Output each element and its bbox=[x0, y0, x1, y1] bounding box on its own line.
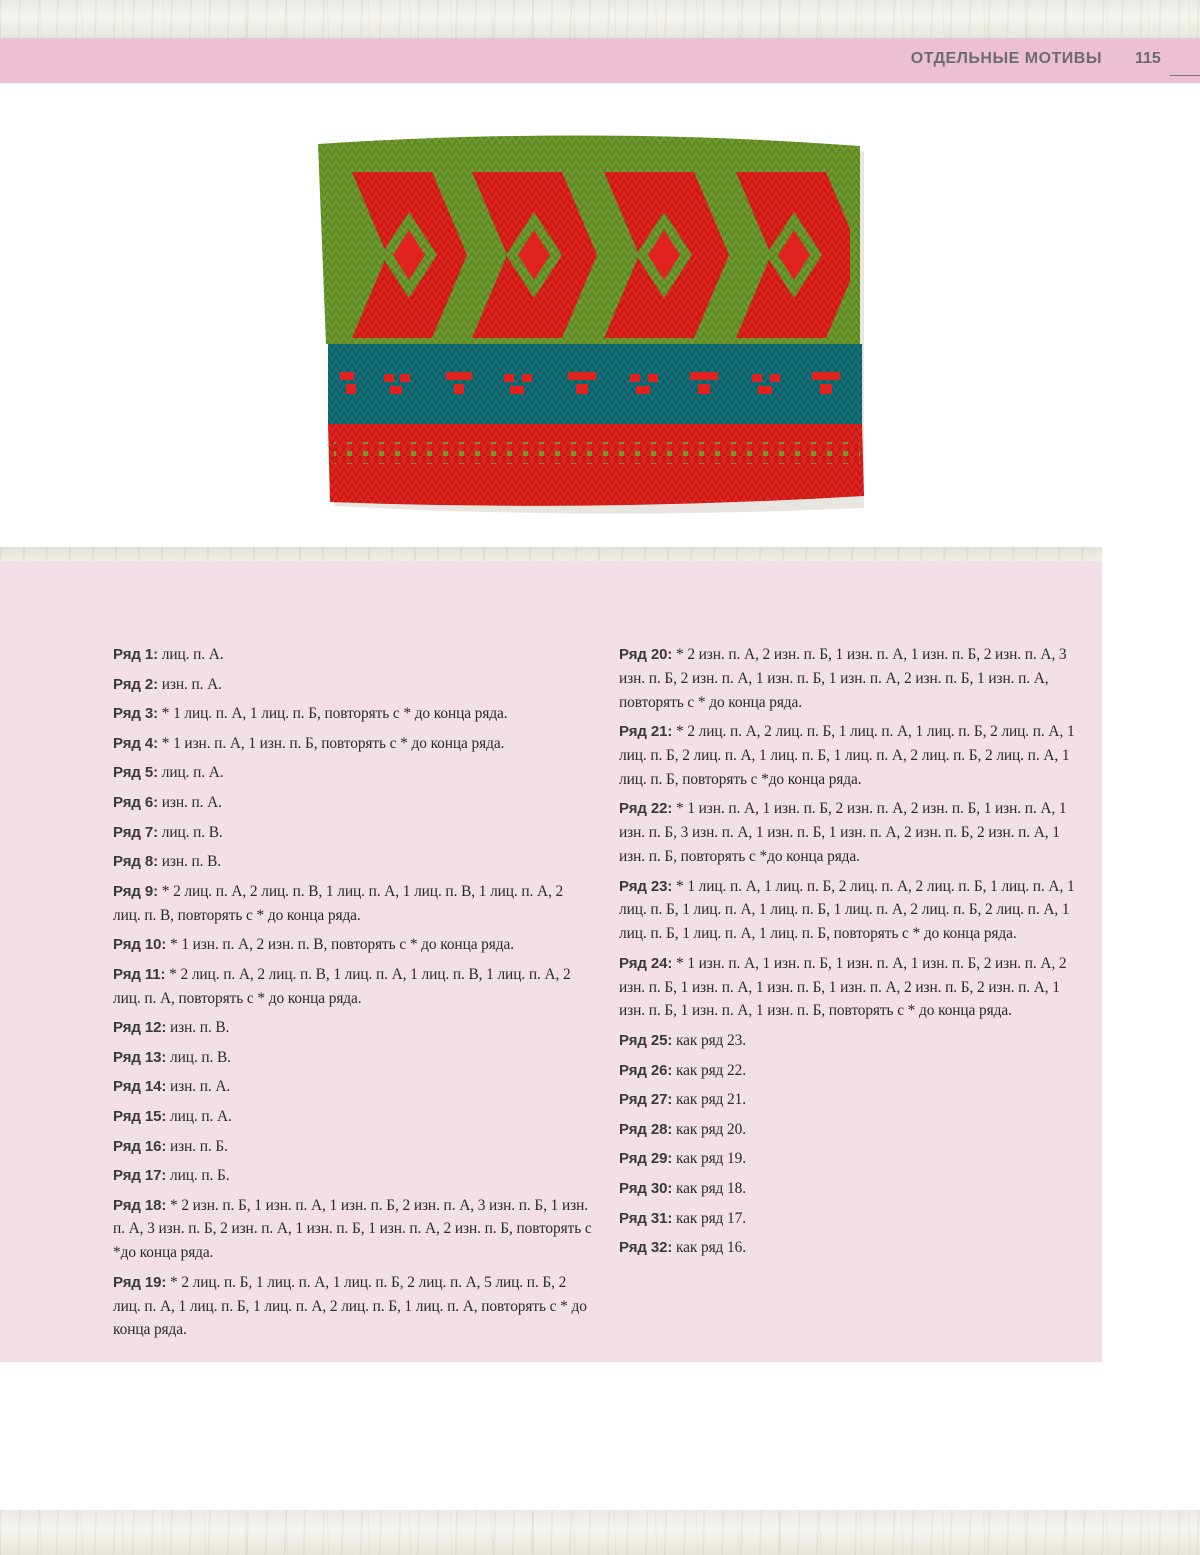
instruction-row: Ряд 31: как ряд 17. bbox=[619, 1209, 746, 1227]
instruction-row: Ряд 12: изн. п. В. bbox=[113, 1019, 230, 1037]
instruction-row: Ряд 16: изн. п. Б. bbox=[113, 1137, 228, 1155]
instruction-row: Ряд 25: как ряд 23. bbox=[619, 1031, 746, 1049]
page-number-rule bbox=[1170, 75, 1200, 76]
instruction-row: Ряд 6: изн. п. А. bbox=[113, 793, 222, 811]
instruction-row: Ряд 26: как ряд 22. bbox=[619, 1061, 746, 1079]
instruction-row: Ряд 20: * 2 изн. п. А, 2 изн. п. Б, 1 изн. п. А, 1 изн. п. Б, 2 изн. п. А, 3 изн. п. Б, 2 изн. п. А, 1 изн. п. Б, 1 изн. п. А, 2 изн. п. Б, 1 изн. п. А, повторять с * до конца ряда. bbox=[619, 646, 1067, 711]
instruction-row: Ряд 19: * 2 лиц. п. Б, 1 лиц. п. А, 1 лиц. п. Б, 2 лиц. п. А, 5 лиц. п. Б, 2 лиц. п. А, 1 лиц. п. Б, 1 лиц. п. А, 2 лиц. п. Б, 1 лиц. п. А, повторять с * до конца ряда. bbox=[113, 1273, 587, 1339]
instruction-row: Ряд 11: * 2 лиц. п. А, 2 лиц. п. В, 1 лиц. п. А, 1 лиц. п. В, 1 лиц. п. А, 2 лиц. п. А, повторять с * до конца ряда. bbox=[113, 965, 571, 1007]
instruction-row: Ряд 32: как ряд 16. bbox=[619, 1239, 746, 1257]
instruction-row: Ряд 1: лиц. п. А. bbox=[113, 646, 224, 663]
page-number: 115 bbox=[1135, 50, 1161, 67]
instruction-row: Ряд 15: лиц. п. А. bbox=[113, 1107, 232, 1125]
instruction-row: Ряд 17: лиц. п. Б. bbox=[113, 1167, 230, 1185]
instruction-row: Ряд 21: * 2 лиц. п. А, 2 лиц. п. Б, 1 лиц. п. А, 1 лиц. п. Б, 2 лиц. п. А, 1 лиц. п. Б, 2 лиц. п. А, 1 лиц. п. Б, 1 лиц. п. А, 2 лиц. п. Б, 2 лиц. п. А, 1 лиц. п. Б, повторять с *до конца ряда. bbox=[619, 723, 1075, 788]
instruction-row: Ряд 28: как ряд 20. bbox=[619, 1120, 746, 1138]
section-title: ОТДЕЛЬНЫЕ МОТИВЫ bbox=[910, 50, 1102, 67]
instruction-row: Ряд 7: лиц. п. В. bbox=[113, 823, 223, 841]
instruction-row: Ряд 3: * 1 лиц. п. А, 1 лиц. п. Б, повторять с * до конца ряда. bbox=[113, 705, 508, 723]
instruction-row: Ряд 30: как ряд 18. bbox=[619, 1179, 746, 1197]
instruction-row: Ряд 27: как ряд 21. bbox=[619, 1091, 746, 1109]
instruction-row: Ряд 22: * 1 изн. п. А, 1 изн. п. Б, 2 изн. п. А, 2 изн. п. Б, 1 изн. п. А, 1 изн. п. Б, 3 изн. п. А, 1 изн. п. Б, 1 изн. п. А, 2 изн. п. Б, 2 изн. п. А, 1 изн. п. Б, повторять с *до конца ряда. bbox=[619, 800, 1067, 865]
instruction-row: Ряд 13: лиц. п. В. bbox=[113, 1048, 231, 1066]
instruction-row: Ряд 8: изн. п. В. bbox=[113, 853, 222, 871]
wood-texture-top bbox=[0, 0, 1200, 38]
instructions-left-column bbox=[113, 643, 593, 1348]
instruction-row: Ряд 29: как ряд 19. bbox=[619, 1150, 746, 1168]
wood-texture-bottom bbox=[0, 1510, 1200, 1555]
instruction-row: Ряд 9: * 2 лиц. п. А, 2 лиц. п. В, 1 лиц. п. А, 1 лиц. п. В, 1 лиц. п. А, 2 лиц. п. В, повторять с * до конца ряда. bbox=[113, 882, 564, 924]
knitted-swatch-photo bbox=[312, 124, 872, 520]
instruction-row: Ряд 4: * 1 изн. п. А, 1 изн. п. Б, повторять с * до конца ряда. bbox=[113, 734, 505, 752]
instruction-row: Ряд 10: * 1 изн. п. А, 2 изн. п. В, повторять с * до конца ряда. bbox=[113, 936, 514, 954]
instructions-right-column bbox=[619, 643, 1089, 1266]
instruction-row: Ряд 23: * 1 лиц. п. А, 1 лиц. п. Б, 2 лиц. п. А, 2 лиц. п. Б, 1 лиц. п. А, 1 лиц. п. Б, 1 лиц. п. А, 1 лиц. п. Б, 1 лиц. п. А, 2 лиц. п. Б, 2 лиц. п. А, 1 лиц. п. Б, 1 лиц. п. А, 1 лиц. п. Б, повторять с * до конца ряда. bbox=[619, 877, 1075, 943]
instruction-row: Ряд 2: изн. п. А. bbox=[113, 675, 222, 693]
instruction-row: Ряд 24: * 1 изн. п. А, 1 изн. п. Б, 1 изн. п. А, 1 изн. п. Б, 2 изн. п. А, 2 изн. п. Б, 1 изн. п. А, 1 изн. п. Б, 1 изн. п. А, 2 изн. п. Б, 2 изн. п. А, 1 изн. п. Б, 1 изн. п. А, 1 изн. п. Б, повторять с * до конца ряда. bbox=[619, 954, 1067, 1020]
instruction-row: Ряд 14: изн. п. А. bbox=[113, 1078, 231, 1096]
instruction-row: Ряд 18: * 2 изн. п. Б, 1 изн. п. А, 1 изн. п. Б, 2 изн. п. А, 3 изн. п. Б, 1 изн. п. А, 3 изн. п. Б, 2 изн. п. А, 1 изн. п. Б, 1 изн. п. А, 2 изн. п. Б, повторять с *до конца ряда. bbox=[113, 1196, 592, 1262]
instruction-row: Ряд 5: лиц. п. А. bbox=[113, 764, 224, 782]
wood-texture-strip bbox=[0, 547, 1102, 561]
